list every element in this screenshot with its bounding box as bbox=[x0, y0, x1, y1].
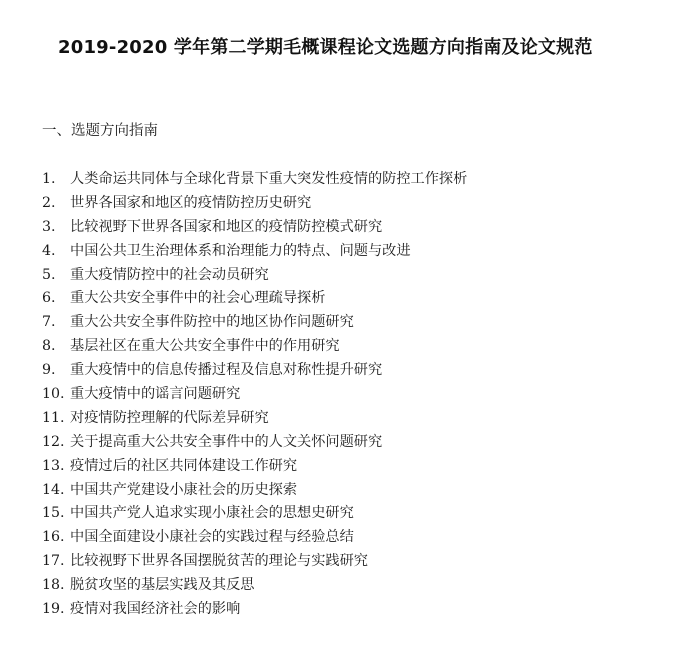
topic-text: 脱贫攻坚的基层实践及其反思 bbox=[70, 577, 255, 594]
topic-number: 14. bbox=[42, 481, 65, 498]
list-item bbox=[42, 431, 467, 455]
list-item bbox=[42, 526, 467, 550]
topic-text: 人类命运共同体与全球化背景下重大突发性疫情的防控工作探析 bbox=[70, 171, 468, 187]
list-item bbox=[42, 335, 467, 359]
topic-number: 17. bbox=[42, 553, 65, 570]
topic-text: 重大疫情中的信息传播过程及信息对称性提升研究 bbox=[70, 362, 383, 379]
topic-text: 关于提高重大公共安全事件中的人文关怀问题研究 bbox=[70, 433, 383, 450]
topic-number: 9. bbox=[42, 362, 56, 379]
topic-text: 对疫情防控理解的代际差异研究 bbox=[70, 409, 269, 426]
topic-text: 中国全面建设小康社会的实践过程与经验总结 bbox=[70, 529, 354, 546]
list-item bbox=[42, 550, 467, 574]
list-item bbox=[42, 574, 467, 598]
topic-text: 重大公共安全事件防控中的地区协作问题研究 bbox=[70, 314, 354, 331]
list-item bbox=[42, 216, 467, 240]
topic-number: 19. bbox=[42, 601, 65, 618]
section-heading: 一、选题方向指南 bbox=[42, 123, 158, 139]
list-item bbox=[42, 264, 467, 288]
topic-number: 18. bbox=[42, 577, 65, 594]
topic-text: 重大公共安全事件中的社会心理疏导探析 bbox=[70, 290, 326, 307]
topic-number: 5. bbox=[42, 266, 56, 283]
list-item bbox=[42, 455, 467, 479]
topic-number: 7. bbox=[42, 314, 56, 331]
topic-text: 重大疫情防控中的社会动员研究 bbox=[70, 266, 269, 283]
topic-text: 中国共产党人追求实现小康社会的思想史研究 bbox=[70, 505, 354, 522]
topic-text: 中国共产党建设小康社会的历史探索 bbox=[70, 481, 298, 498]
topic-text: 世界各国家和地区的疫情防控历史研究 bbox=[70, 194, 312, 211]
topic-text: 比较视野下世界各国摆脱贫苦的理论与实践研究 bbox=[70, 553, 368, 570]
topic-text: 疫情对我国经济社会的影响 bbox=[70, 601, 241, 618]
topic-text: 重大疫情中的谣言问题研究 bbox=[70, 386, 241, 403]
topic-number: 11. bbox=[42, 409, 65, 426]
list-item bbox=[42, 598, 467, 622]
list-item bbox=[42, 502, 467, 526]
list-item bbox=[42, 287, 467, 311]
topic-number: 10. bbox=[42, 386, 65, 403]
topic-number: 15. bbox=[42, 505, 65, 522]
list-item bbox=[42, 383, 467, 407]
topic-list bbox=[42, 168, 467, 622]
list-item bbox=[42, 359, 467, 383]
topic-number: 4. bbox=[42, 242, 56, 259]
list-item bbox=[42, 240, 467, 264]
list-item bbox=[42, 192, 467, 216]
topic-text: 疫情过后的社区共同体建设工作研究 bbox=[70, 457, 298, 474]
list-item bbox=[42, 407, 467, 431]
topic-number: 8. bbox=[42, 338, 56, 355]
topic-number: 16. bbox=[42, 529, 65, 546]
topic-text: 基层社区在重大公共安全事件中的作用研究 bbox=[70, 338, 340, 355]
list-item bbox=[42, 311, 467, 335]
topic-number: 6. bbox=[42, 290, 56, 307]
list-item bbox=[42, 479, 467, 503]
topic-number: 1. bbox=[42, 171, 56, 187]
topic-number: 13. bbox=[42, 457, 65, 474]
topic-text: 中国公共卫生治理体系和治理能力的特点、问题与改进 bbox=[70, 242, 411, 259]
list-item bbox=[42, 168, 467, 192]
topic-number: 3. bbox=[42, 218, 56, 235]
topic-number: 2. bbox=[42, 194, 56, 211]
document-title: 2019-2020 学年第二学期毛概课程论文选题方向指南及论文规范 bbox=[58, 37, 593, 58]
topic-number: 12. bbox=[42, 433, 65, 450]
topic-text: 比较视野下世界各国家和地区的疫情防控模式研究 bbox=[70, 218, 383, 235]
